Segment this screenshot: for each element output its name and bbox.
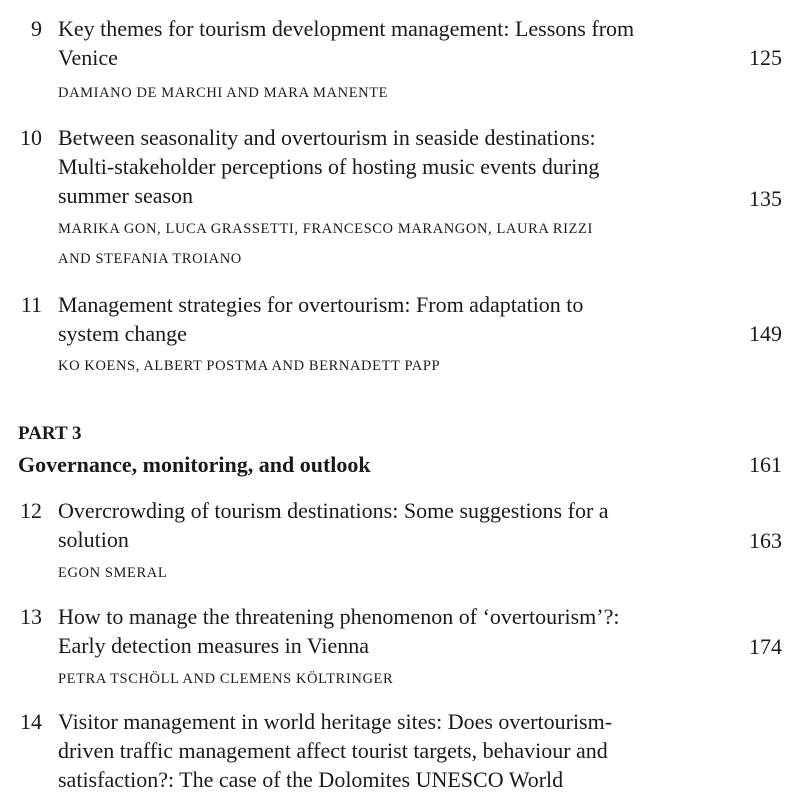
chapter-page-number: 149 <box>749 321 782 346</box>
chapter-number: 12 <box>20 498 42 523</box>
chapter-page-number: 135 <box>749 186 782 211</box>
chapter-title-line: Venice <box>58 45 118 70</box>
chapter-title-line: Early detection measures in Vienna <box>58 633 370 658</box>
chapter-number: 9 <box>31 16 42 41</box>
chapter-authors <box>58 351 440 381</box>
chapter-title-line: Key themes for tourism development management: Lessons from <box>58 16 635 41</box>
author-line: KO KOENS, ALBERT POSTMA AND BERNADETT PAPP <box>58 358 441 374</box>
chapter-title-line: system change <box>58 321 187 346</box>
chapter-number: 10 <box>20 125 42 150</box>
chapter-title <box>58 602 619 660</box>
chapter-number: 11 <box>20 292 42 317</box>
chapter-page-number: 174 <box>749 634 782 659</box>
chapter-title <box>58 707 612 794</box>
chapter-title-line: Visitor management in world heritage sites: Does overtourism- <box>58 709 613 734</box>
author-line: PETRA TSCHÖLL AND CLEMENS KÖLTRINGER <box>58 671 394 687</box>
chapter-title-line: satisfaction?: The case of the Dolomites UNESCO World <box>58 767 564 792</box>
author-line: AND STEFANIA TROIANO <box>58 251 242 267</box>
chapter-title <box>58 496 609 554</box>
chapter-number: 13 <box>20 604 42 629</box>
part-title: Governance, monitoring, and outlook <box>18 452 371 477</box>
chapter-page-number: 125 <box>749 45 782 70</box>
chapter-title <box>58 290 583 348</box>
chapter-title <box>58 14 634 72</box>
chapter-title-line: Management strategies for overtourism: From adaptation to <box>58 292 584 317</box>
part-page-number: 161 <box>749 452 782 477</box>
part-label: PART 3 <box>18 423 82 444</box>
chapter-title-line: solution <box>58 527 129 552</box>
chapter-title-line: summer season <box>58 183 194 208</box>
chapter-title-line: driven traffic management affect tourist targets, behaviour and <box>58 738 608 763</box>
chapter-title-line: How to manage the threatening phenomenon of ‘overtourism’?: <box>58 604 620 629</box>
chapter-title-line: Overcrowding of tourism destinations: Some suggestions for a <box>58 498 609 523</box>
chapter-authors <box>58 558 167 588</box>
author-line: MARIKA GON, LUCA GRASSETTI, FRANCESCO MARANGON, LAURA RIZZI <box>58 221 593 237</box>
chapter-authors <box>58 214 593 274</box>
chapter-title <box>58 123 599 210</box>
chapter-title-line: Multi-stakeholder perceptions of hosting music events during <box>58 154 600 179</box>
chapter-title-line: Between seasonality and overtourism in seaside destinations: <box>58 125 596 150</box>
author-line: DAMIANO DE MARCHI AND MARA MANENTE <box>58 85 389 101</box>
author-line: EGON SMERAL <box>58 565 168 581</box>
chapter-page-number: 163 <box>749 528 782 553</box>
chapter-authors <box>58 78 388 108</box>
chapter-authors <box>58 664 393 694</box>
chapter-number: 14 <box>20 709 42 734</box>
